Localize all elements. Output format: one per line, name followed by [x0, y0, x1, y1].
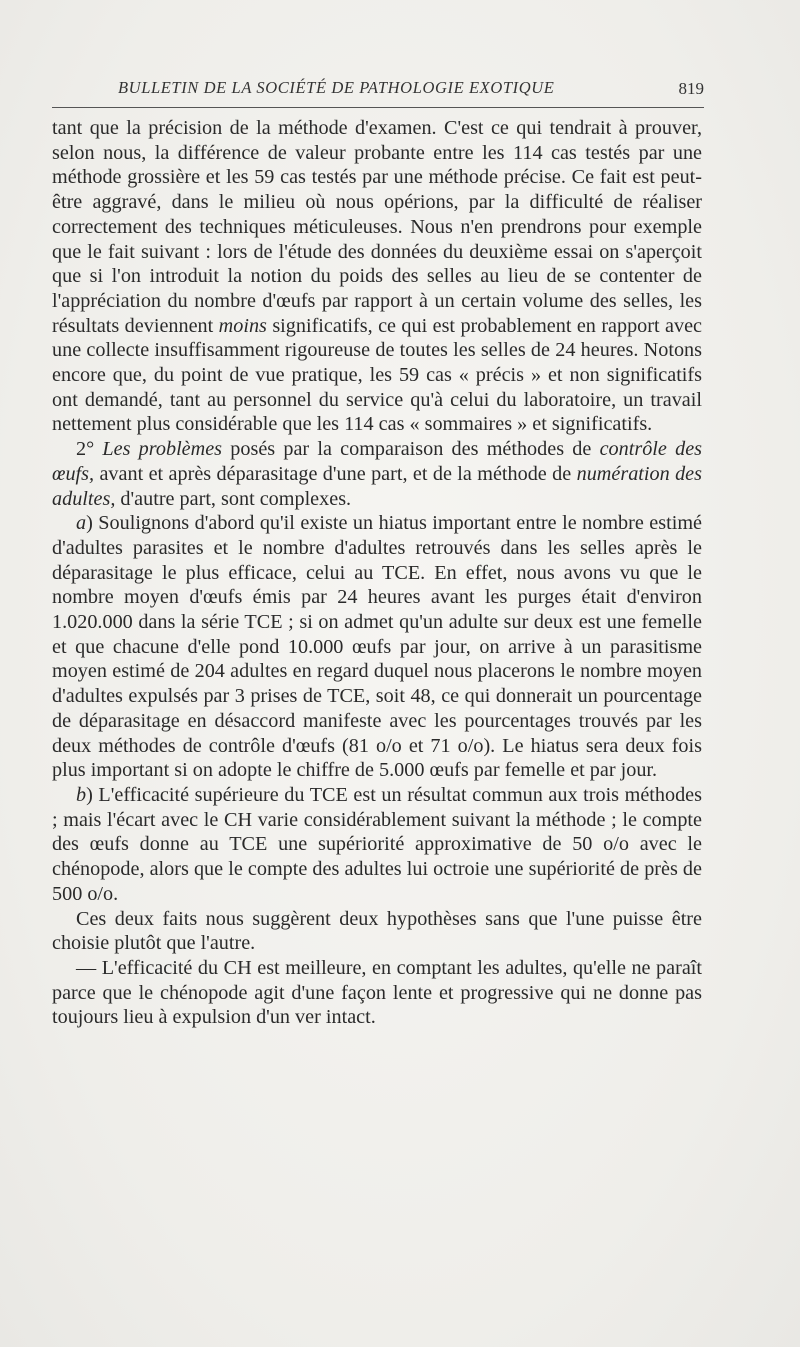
text-run: tant que la précision de la méthode d'examen. C'est ce qui tendrait à prouver, selon nous, la différence de valeur probante entre les 114 cas testés par une méthode grossière et les 59 cas testés par une méthode précise. Ce fait est peut-être aggravé, dans le milieu où nous opérions, par la difficulté de réaliser correctement des techniques méticuleuses. Nous n'en prendrons pour exemple que le fait suivant : lors de l'étude des données du deuxième essai on s'aperçoit que si l'on introduit la notion du poids des selles au lieu de se contenter de l'appréciation du nombre d'œufs par rapport à un certain volume des selles, les résultats deviennent	[52, 117, 702, 337]
running-title: BULLETIN DE LA SOCIÉTÉ DE PATHOLOGIE EXOTIQUE	[118, 78, 555, 97]
text-run: d'autre part, sont complexes.	[115, 487, 352, 510]
text-run: Ces deux faits nous suggèrent deux hypothèses sans que l'une puisse être choisie plutôt que l'autre.	[52, 907, 702, 955]
italic-text: contrôle des œufs,	[52, 438, 703, 485]
italic-text: moins	[218, 314, 267, 337]
body-text	[52, 116, 702, 1030]
page-number: 819	[678, 79, 704, 98]
italic-text: numération des adultes,	[52, 462, 702, 510]
italic-text: a	[76, 512, 87, 535]
italic-text: Les problèmes	[102, 438, 223, 461]
running-header	[52, 78, 704, 104]
header-rule	[52, 107, 704, 108]
text-run: significatifs, ce qui est probablement en rapport avec une collecte insuffisamment rigoureuse de toutes les selles de 24 heures. Notons encore que, du point de vue pratique, les 59 cas « précis » et non significatifs ont demandé, tant au personnel du service qu'à celui du laboratoire, un travail nettement plus considérable que les 114 cas « sommaires » et significatifs.	[52, 314, 702, 436]
paragraph-p1	[52, 116, 702, 437]
italic-text: b	[76, 783, 87, 806]
text-run: 2°	[76, 438, 103, 461]
paragraph-p3	[52, 511, 702, 783]
text-run: avant et après déparasitage d'une part, et de la méthode de	[94, 462, 577, 485]
paragraph-p6	[52, 956, 702, 1030]
text-run: ) L'efficacité supérieure du TCE est un résultat commun aux trois méthodes ; mais l'écart avec le CH varie considérablement suivant la méthode ; le compte des œufs donne au TCE une supériorité approximative de 50 o/o avec le chénopode, alors que le compte des adultes lui octroie une supériorité de près de 500 o/o.	[52, 783, 702, 905]
text-run: — L'efficacité du CH est meilleure, en comptant les adultes, qu'elle ne paraît parce que le chénopode agit d'une façon lente et progressive qui ne donne pas toujours lieu à expulsion d'un ver intact.	[52, 956, 702, 1029]
paragraph-p5	[52, 907, 702, 956]
text-run: ) Soulignons d'abord qu'il existe un hiatus important entre le nombre estimé d'adultes parasites et le nombre d'adultes retrouvés dans les selles après le déparasitage le plus efficace, celui au TCE. En effet, nous avons vu que le nombre moyen d'œufs émis par 24 heures avant les purges était d'environ 1.020.000 dans la série TCE ; si on admet qu'un adulte sur deux est une femelle et que chacune d'elle pond 10.000 œufs par jour, on arrive à un parasitisme moyen estimé de 204 adultes en regard duquel nous placerons le nombre moyen d'adultes expulsés par 3 prises de TCE, soit 48, ce qui donnerait un pourcentage de déparasitage en désaccord manifeste avec les pourcentages trouvés par les deux méthodes de contrôle d'œufs (81 o/o et 71 o/o). Le hiatus sera deux fois plus important si on adopte le chiffre de 5.000 œufs par femelle et par jour.	[52, 512, 702, 782]
paragraph-p4	[52, 783, 702, 907]
paragraph-p2	[52, 437, 702, 511]
text-run: posés par la comparaison des méthodes de	[222, 438, 600, 461]
